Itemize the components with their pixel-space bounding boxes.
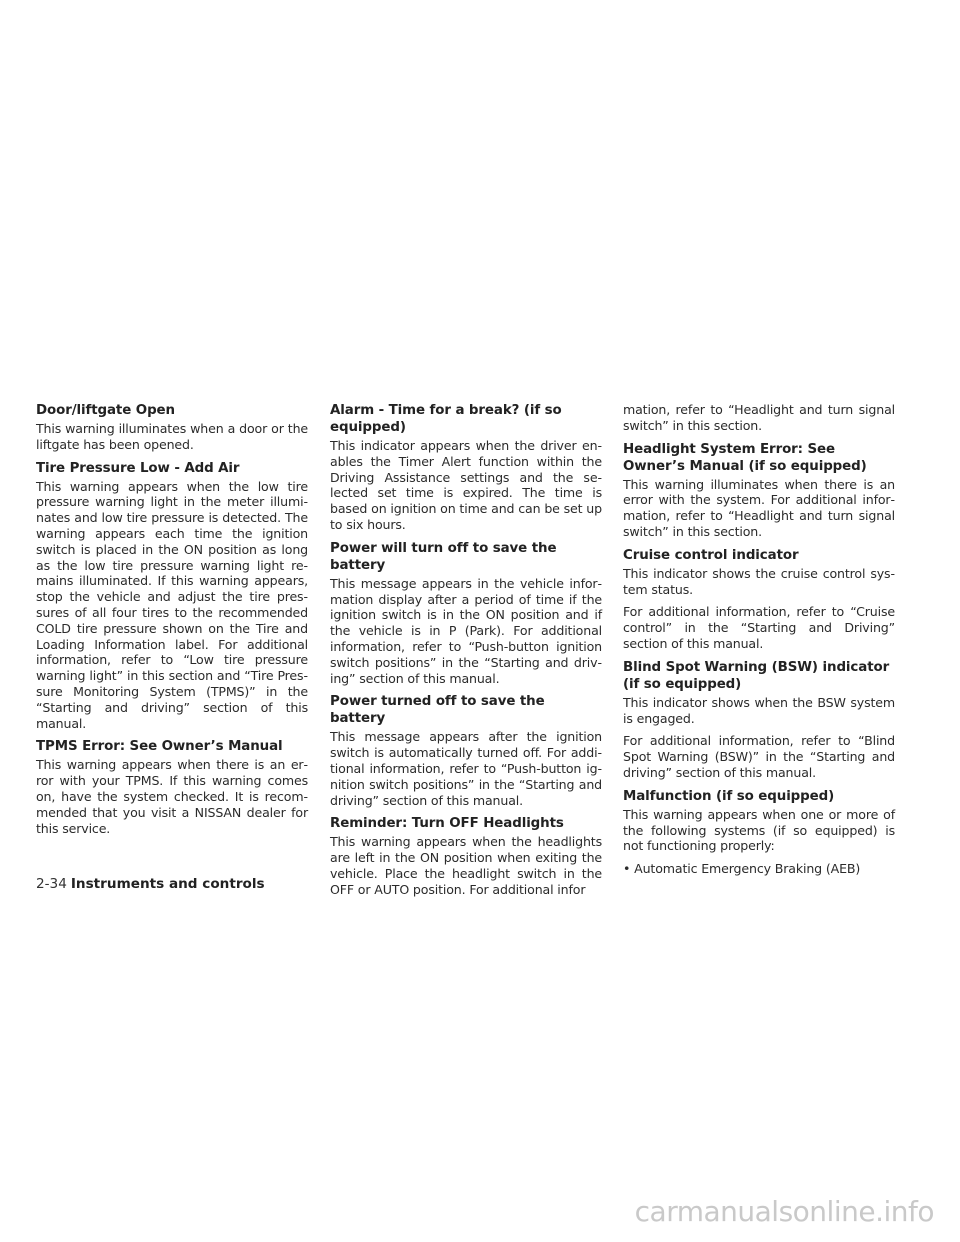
heading-headlight-system-error: Headlight System Error: See Owner’s Manual (if so equipped) bbox=[623, 441, 867, 474]
section-title: Instruments and controls bbox=[70, 876, 265, 892]
heading-tpms-error: TPMS Error: See Owner’s Manual bbox=[36, 739, 283, 755]
paragraph-bsw-engaged: This indicator shows when the BSW system is engaged. bbox=[623, 694, 895, 726]
paragraph-cruise-control-reference: For additional information, refer to “Cruise control” in the “Starting and Driving” section of this manual. bbox=[623, 604, 895, 651]
paragraph-headlight-system-error: This warning illuminates when there is an error with the system. For additional information, refer to “Headlight and turn signal switch” in this section. bbox=[623, 476, 895, 539]
paragraph-reminder-headlights: This warning appears when the headlights are left in the ON position when exiting the vehicle. Place the headlight switch in the OFF or AUTO position. For additional infor bbox=[330, 834, 602, 897]
heading-power-will-turn-off: Power will turn off to save the battery bbox=[330, 540, 557, 573]
watermark-text: carmanualsonline.info bbox=[634, 1195, 934, 1228]
paragraph-alarm-time-for-break: This indicator appears when the driver enables the Timer Alert function within the Driving Assistance settings and the selected set time is expired. The time is based on ignition on time and can be set up to six hours. bbox=[330, 438, 602, 532]
heading-malfunction: Malfunction (if so equipped) bbox=[623, 788, 835, 804]
page-number: 2-34 bbox=[36, 876, 67, 892]
column-left bbox=[36, 402, 308, 843]
heading-door-liftgate-open: Door/liftgate Open bbox=[36, 403, 175, 418]
paragraph-cruise-control-status: This indicator shows the cruise control system status. bbox=[623, 565, 895, 597]
paragraph-power-will-turn-off: This message appears in the vehicle information display after a period of time if the ignition switch is in the ON position and if the vehicle is in P (Park). For additional information, refer to “Push-button ignition switch positions” in the “Starting and driving” section of this manual. bbox=[330, 575, 602, 686]
paragraph-door-liftgate-open: This warning illuminates when a door or the liftgate has been opened. bbox=[36, 421, 308, 452]
heading-reminder-headlights: Reminder: Turn OFF Headlights bbox=[330, 816, 564, 832]
column-middle bbox=[330, 402, 602, 905]
paragraph-tpms-error: This warning appears when there is an error with your TPMS. If this warning comes on, have the system checked. It is recommended that you visit a NISSAN dealer for this service. bbox=[36, 757, 308, 836]
list-item-aeb: • Automatic Emergency Braking (AEB) bbox=[623, 861, 861, 877]
heading-alarm-time-for-break: Alarm - Time for a break? (if so equipped) bbox=[330, 403, 562, 435]
heading-cruise-control-indicator: Cruise control indicator bbox=[623, 547, 799, 563]
paragraph-bsw-reference: For additional information, refer to “Blind Spot Warning (BSW)” in the “Starting and driving” section of this manual. bbox=[623, 733, 895, 780]
page-footer bbox=[36, 875, 265, 893]
paragraph-malfunction: This warning appears when one or more of the following systems (if so equipped) is not functioning properly: bbox=[623, 806, 895, 854]
paragraph-power-turned-off: This message appears after the ignition switch is automatically turned off. For additional information, refer to “Push-button ignition switch positions” in the “Starting and driving” section of this manual. bbox=[330, 729, 602, 808]
paragraph-tire-pressure-low: This warning appears when the low tire pressure warning light in the meter illuminates and low tire pressure is detected. The warning appears each time the ignition switch is placed in the ON position as long as the low tire pressure warning light remains illuminated. If this warning appears, stop the vehicle and adjust the tire pressures of all four tires to the recommended COLD tire pressure shown on the Tire and Loading Information label. For additional information, refer to “Low tire pressure warning light” in this section and “Tire Pressure Monitoring System (TPMS)” in the “Starting and driving” section of this manual. bbox=[36, 478, 308, 731]
heading-tire-pressure-low: Tire Pressure Low - Add Air bbox=[36, 460, 240, 476]
paragraph-reminder-continued: mation, refer to “Headlight and turn signal switch” in this section. bbox=[623, 402, 895, 433]
column-right bbox=[623, 402, 895, 884]
heading-power-turned-off: Power turned off to save the battery bbox=[330, 694, 545, 727]
heading-blind-spot-warning: Blind Spot Warning (BSW) indicator (if so equipped) bbox=[623, 659, 890, 692]
